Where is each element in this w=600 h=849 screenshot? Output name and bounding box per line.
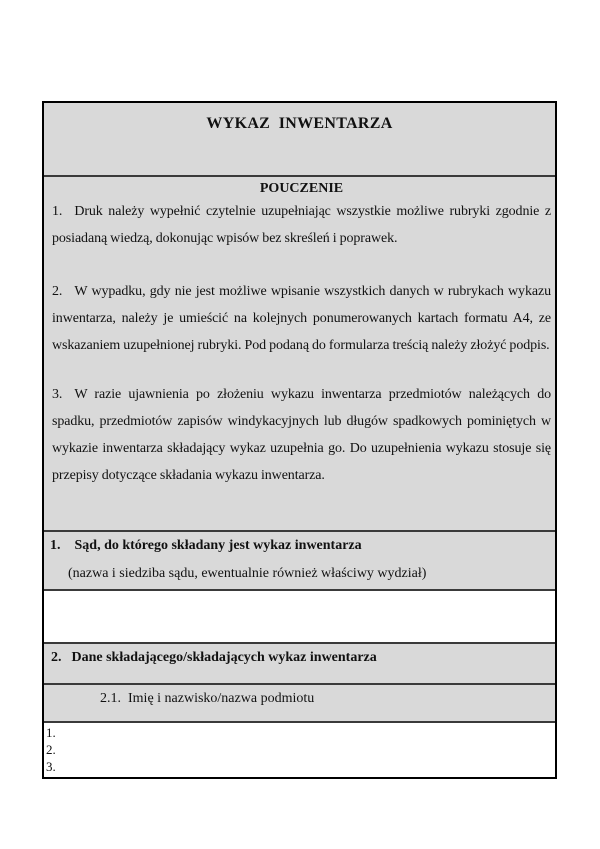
section-1-hint: (nazwa i siedziba sądu, ewentualnie również właściwy wydział) — [68, 566, 427, 581]
pouczenie-item-text: Druk należy wypełnić czytelnie uzupełniając wszystkie możliwe rubryki zgodnie z posiadaną wiedzą, dokonując wpisów bez skreśleń i poprawek. — [52, 204, 551, 246]
pouczenie-item-text: W razie ujawnienia po złożeniu wykazu inwentarza przedmiotów należących do spadku, przedmiotów zapisów windykacyjnych lub długów spadkowych pominiętych w wykazie inwentarza składający wykaz uzupełnia go. Do uzupełnienia wykazu stosuje się przepisy dotyczące składania wykazu inwentarza. — [52, 387, 551, 483]
name-line-number: 1. — [46, 725, 56, 740]
inventory-form-table — [42, 101, 557, 779]
pouczenie-section — [44, 177, 555, 532]
pouczenie-heading: POUCZENIE — [259, 181, 344, 196]
pouczenie-item-number: 2. — [52, 284, 63, 299]
section-2-1-header — [44, 685, 555, 723]
applicant-name-lines — [44, 723, 555, 777]
court-name-field[interactable] — [44, 591, 555, 644]
pouczenie-item-number: 3. — [52, 387, 63, 402]
pouczenie-item — [52, 198, 551, 252]
section-2-1-number: 2.1. — [100, 691, 121, 706]
section-1-number: 1. — [50, 538, 61, 553]
pouczenie-item-number: 1. — [52, 204, 63, 219]
section-2-header — [44, 644, 555, 685]
pouczenie-item — [52, 278, 551, 359]
section-1-title — [50, 532, 547, 560]
section-1-court-header — [44, 532, 555, 591]
section-1-label: Sąd, do którego składany jest wykaz inwentarza — [74, 538, 362, 553]
section-2-label: Dane składającego/składających wykaz inwentarza — [71, 650, 377, 665]
section-2-1-label: Imię i nazwisko/nazwa podmiotu — [128, 691, 315, 706]
form-title: WYKAZ INWENTARZA — [206, 115, 393, 132]
name-line-number: 3. — [46, 759, 56, 774]
name-line-1[interactable] — [46, 724, 547, 741]
form-title-row — [44, 103, 555, 177]
section-2-number: 2. — [51, 650, 62, 665]
name-line-3[interactable] — [46, 758, 547, 775]
name-line-2[interactable] — [46, 741, 547, 758]
pouczenie-item — [52, 381, 551, 489]
name-line-number: 2. — [46, 742, 56, 757]
pouczenie-item-text: W wypadku, gdy nie jest możliwe wpisanie wszystkich danych w rubrykach wykazu inwentarza, należy je umieścić na kolejnych ponumerowanych kartach formatu A4, ze wskazaniem uzupełnionej rubryki. Pod podaną do formularza treścią należy złożyć podpis. — [52, 284, 551, 353]
